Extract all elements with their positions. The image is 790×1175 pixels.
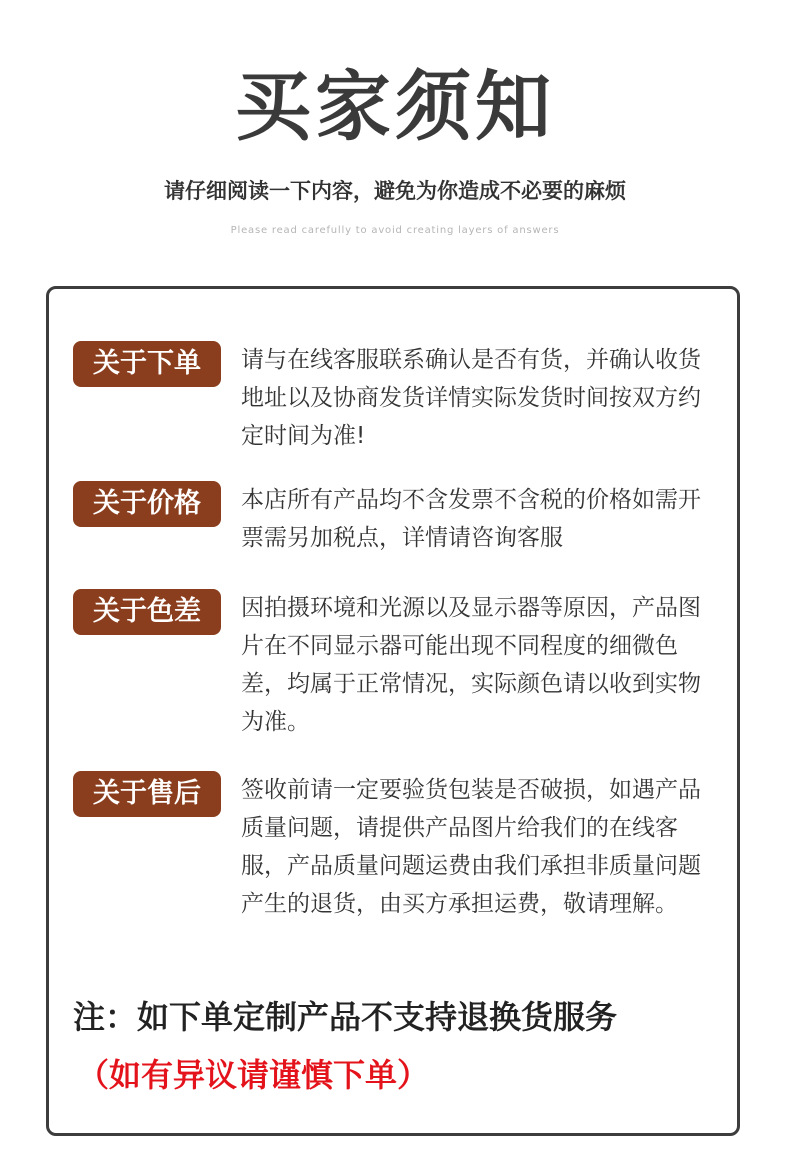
section-label-badge: 关于价格 [73, 481, 221, 527]
page-title: 买家须知 [235, 62, 555, 151]
custom-order-note: 注：如下单定制产品不支持退换货服务 [73, 998, 618, 1036]
section-text: 签收前请一定要验货包装是否破损，如遇产品质量问题，请提供产品图片给我们的在线客服，产品质量问题运费由我们承担非质量问题产生的退货，由买方承担运费，敬请理解。 [241, 777, 701, 917]
section-text: 因拍摄环境和光源以及显示器等原因，产品图片在不同显示器可能出现不同程度的细微色差，均属于正常情况，实际颜色请以收到实物为准。 [241, 595, 701, 735]
section-label-badge: 关于色差 [73, 589, 221, 635]
section-text: 本店所有产品均不含发票不含税的价格如需开票需另加税点，详情请咨询客服 [241, 487, 701, 551]
section-label-badge: 关于下单 [73, 341, 221, 387]
page-subtitle-english: Please read carefully to avoid creating layers of answers [230, 225, 560, 236]
section-label-badge: 关于售后 [73, 771, 221, 817]
notice-card [46, 286, 740, 1136]
warning-note: （如有异议请谨慎下单） [77, 1056, 430, 1094]
section-text: 请与在线客服联系确认是否有货，并确认收货地址以及协商发货详情实际发货时间按双方约定时间为准! [241, 347, 701, 449]
page-subtitle: 请仔细阅读一下内容，避免为你造成不必要的麻烦 [164, 179, 626, 203]
